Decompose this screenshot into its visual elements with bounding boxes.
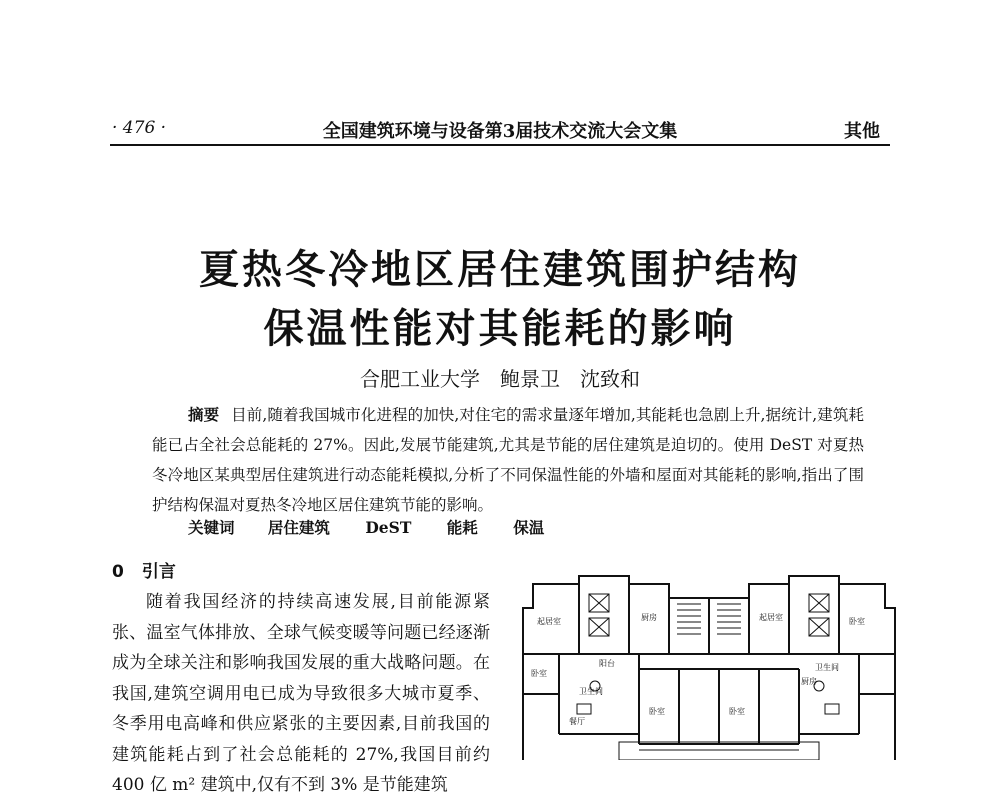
room-label: 厨房 [641, 613, 657, 622]
room-label: 起居室 [537, 617, 561, 626]
room-label: 卧室 [849, 617, 865, 626]
keyword: 保温 [513, 518, 545, 537]
keywords-label: 关键词 [188, 518, 235, 537]
abstract-label: 摘要 [188, 405, 220, 424]
room-label: 卫生间 [579, 687, 603, 696]
paper-title-line-2: 保温性能对其能耗的影响 [263, 305, 737, 352]
keyword: DeST [365, 518, 412, 537]
abstract [152, 400, 864, 520]
page-number: · 476 · [112, 118, 167, 138]
room-label: 卧室 [649, 707, 665, 716]
room-label: 卫生间 [815, 663, 839, 672]
section-heading [112, 557, 176, 582]
section-tag: 其他 [844, 121, 880, 142]
body-text [112, 587, 490, 801]
room-label: 卧室 [531, 669, 547, 678]
floor-plan-figure [519, 574, 899, 760]
section-number: 0 [112, 562, 124, 582]
room-label: 阳台 [599, 659, 615, 668]
keyword: 居住建筑 [267, 518, 330, 537]
body-paragraph: 随着我国经济的持续高速发展,目前能源紧张、温室气体排放、全球气候变暖等问题已经逐渐成为全球关注和影响我国发展的重大战略问题。在我国,建筑空调用电已成为导致很多大城市夏季、冬季用电高峰和供应紧张的主要因素,目前我国的建筑能耗占到了社会总能耗的 27%,我国目前约 400 亿 m² 建筑中,仅有不到 3% 是节能建筑 [112, 592, 490, 795]
paper-title-line-1: 夏热冬冷地区居住建筑围护结构 [199, 246, 801, 293]
room-label: 厨房 [801, 677, 817, 686]
room-label: 起居室 [759, 613, 783, 622]
authors: 合肥工业大学 鲍景卫 沈致和 [360, 367, 640, 391]
running-header [110, 114, 890, 146]
keywords [188, 516, 560, 538]
abstract-text: 目前,随着我国城市化进程的加快,对住宅的需求量逐年增加,其能耗也急剧上升,据统计,建筑耗能已占全社会总能耗的 27%。因此,发展节能建筑,尤其是节能的居住建筑是迫切的。使用 DeST 对夏热冬冷地区某典型居住建筑进行动态能耗模拟,分析了不同保温性能的外墙和屋面对其能耗的影响,指出了围护结构保温对夏热冬冷地区居住建筑节能的影响。 [152, 406, 864, 514]
room-label: 餐厅 [569, 717, 585, 726]
section-title: 引言 [141, 562, 176, 582]
running-title: 全国建筑环境与设备第3届技术交流大会文集 [322, 121, 678, 142]
keyword: 能耗 [446, 518, 478, 537]
room-label: 卧室 [729, 707, 745, 716]
